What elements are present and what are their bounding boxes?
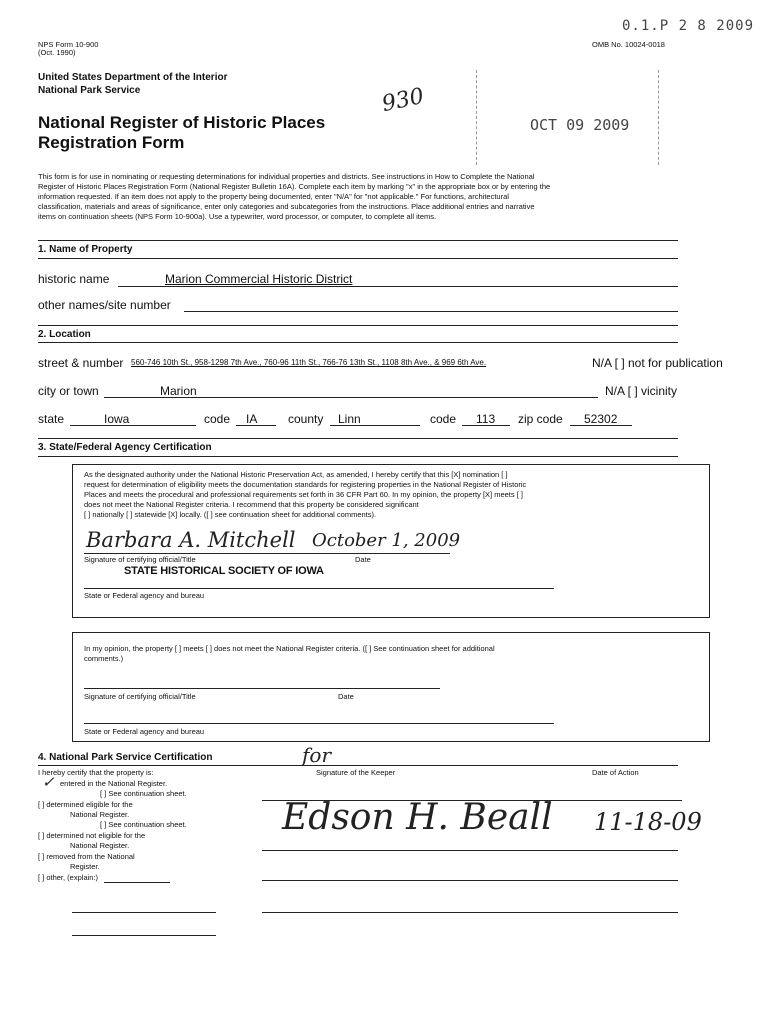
- cert-text-5: [ ] nationally [ ] statewide [X] locally. ([ ] see continuation sheet for additional comments).: [84, 510, 377, 519]
- certifying-date-handwritten: October 1, 2009: [312, 530, 461, 551]
- cert-text-2: request for determination of eligibility meets the documentation standards for registering properties in the National Register of Historic: [84, 480, 527, 489]
- date-of-action-label: Date of Action: [592, 768, 639, 777]
- street-label: street & number: [38, 356, 124, 370]
- county-value[interactable]: Linn: [338, 412, 361, 426]
- page-title: National Register of Historic Places: [38, 113, 326, 132]
- form-date: (Oct. 1990): [38, 48, 76, 57]
- opinion-text-1: In my opinion, the property [ ] meets [ ] does not meet the National Register criteria. ([ ] See continuation sheet for additional: [84, 644, 495, 653]
- service: National Park Service: [38, 85, 141, 96]
- page-subtitle: Registration Form: [38, 133, 185, 152]
- section-divider: [38, 342, 678, 343]
- department: United States Department of the Interior: [38, 72, 228, 83]
- agency-line: [84, 588, 554, 589]
- date-label-2: Date: [338, 692, 354, 701]
- historic-name-value[interactable]: Marion Commercial Historic District: [165, 272, 353, 286]
- county-label: county: [288, 412, 324, 426]
- agency-label-2: State or Federal agency and bureau: [84, 727, 205, 736]
- date-label: Date: [355, 555, 371, 564]
- section-3-heading: 3. State/Federal Agency Certification: [38, 442, 212, 453]
- keeper-label: Signature of the Keeper: [316, 768, 396, 777]
- other-names-field[interactable]: [184, 311, 678, 312]
- option-removed[interactable]: [ ] removed from the National: [38, 852, 135, 861]
- county-code-label: code: [430, 412, 457, 426]
- section-divider: [38, 438, 678, 439]
- state-line: [70, 425, 196, 426]
- received-date-stamp: OCT 09 2009: [530, 116, 630, 134]
- received-stamp: 0.1.P 2 8 2009: [622, 18, 755, 34]
- stamp-border-right: [658, 70, 659, 165]
- for-mark-handwritten: for: [302, 743, 332, 767]
- section-divider: [38, 325, 678, 326]
- zip-value[interactable]: 52302: [584, 412, 618, 426]
- option-entered: entered in the National Register.: [60, 779, 168, 788]
- section-4-heading: 4. National Park Service Certification: [38, 752, 213, 763]
- other-explain-line-3[interactable]: [72, 935, 216, 936]
- intro-line-1: This form is for use in nominating or requesting determinations for individual properties and districts. See instructions in How to Complete the National: [38, 172, 535, 181]
- city-label: city or town: [38, 384, 99, 398]
- agency-line-2[interactable]: [84, 723, 554, 724]
- section-divider: [38, 765, 678, 766]
- state-code-label: code: [204, 412, 231, 426]
- keeper-line-4[interactable]: [262, 912, 678, 913]
- intro-line-5: items on continuation sheets (NPS Form 10-900a). Use a typewriter, word processor, or computer, to complete all items.: [38, 212, 437, 221]
- option-other[interactable]: [ ] other, (explain:): [38, 873, 99, 882]
- form-number: NPS Form 10-900: [38, 40, 99, 49]
- option-determined-eligible[interactable]: [ ] determined eligible for the: [38, 800, 133, 809]
- intro-line-4: classification, materials and areas of significance, enter only categories and subcategories from the instructions. Place additional entries and narrative: [38, 202, 535, 211]
- option-removed-2: Register.: [70, 862, 100, 871]
- keeper-signature: Edson H. Beall: [282, 797, 553, 838]
- city-value[interactable]: Marion: [160, 384, 197, 398]
- signature-label: Signature of certifying official/Title: [84, 555, 196, 564]
- cert-text-3: Places and meets the procedural and professional requirements set forth in 36 CFR Part 60. In my opinion, the property [X] meets [ ]: [84, 490, 523, 499]
- signature-line: [84, 553, 450, 554]
- historic-name-line: [118, 286, 678, 287]
- stamp-border: [476, 70, 477, 165]
- state-code-value[interactable]: IA: [246, 412, 258, 426]
- section-divider: [38, 240, 678, 241]
- other-names-label: other names/site number: [38, 298, 171, 312]
- signature-line-2[interactable]: [84, 688, 440, 689]
- checkmark-icon[interactable]: ✓: [42, 773, 55, 791]
- cert-text-1: As the designated authority under the National Historic Preservation Act, as amended, I hereby certify that this [X] nomination [ ]: [84, 470, 508, 479]
- agency-label: State or Federal agency and bureau: [84, 591, 205, 600]
- historic-name-label: historic name: [38, 272, 110, 286]
- option-determined-eligible-2: National Register.: [70, 810, 130, 819]
- option-not-eligible-2: National Register.: [70, 841, 130, 850]
- action-date-handwritten: 11-18-09: [594, 808, 702, 836]
- certifying-signature: Barbara A. Mitchell: [86, 528, 296, 552]
- vicinity-checkbox[interactable]: N/A [ ] vicinity: [605, 384, 678, 398]
- keeper-line-1: [262, 800, 682, 801]
- section-2-heading: 2. Location: [38, 329, 91, 340]
- section-divider: [38, 456, 678, 457]
- state-label: state: [38, 412, 65, 426]
- hereby-text: I hereby certify that the property is:: [38, 768, 154, 777]
- county-code-value[interactable]: 113: [476, 412, 496, 426]
- cert-text-4: does not meet the National Register criteria. I recommend that this property be considered significant: [84, 500, 419, 509]
- section-divider: [38, 258, 678, 259]
- option-not-eligible[interactable]: [ ] determined not eligible for the: [38, 831, 146, 840]
- intro-line-3: information requested. If an item does not apply to the property being documented, enter "N/A" for "not applicable." For functions, architectural: [38, 192, 509, 201]
- opinion-text-2: comments.): [84, 654, 124, 663]
- keeper-line-3[interactable]: [262, 880, 678, 881]
- other-explain-line[interactable]: [104, 882, 170, 883]
- not-for-publication-checkbox[interactable]: N/A [ ] not for publication: [592, 356, 723, 370]
- omb-number: OMB No. 10024-0018: [592, 40, 665, 49]
- keeper-line-2[interactable]: [262, 850, 678, 851]
- state-value[interactable]: Iowa: [104, 412, 130, 426]
- signature-label-2: Signature of certifying official/Title: [84, 692, 196, 701]
- option-entered-continuation[interactable]: [ ] See continuation sheet.: [100, 789, 187, 798]
- option-eligible-continuation[interactable]: [ ] See continuation sheet.: [100, 820, 187, 829]
- section-1-heading: 1. Name of Property: [38, 244, 133, 255]
- zip-label: zip code: [518, 412, 563, 426]
- other-explain-line-2[interactable]: [72, 912, 216, 913]
- handwritten-number: 930: [379, 83, 427, 118]
- agency-stamp: STATE HISTORICAL SOCIETY OF IOWA: [124, 565, 324, 577]
- intro-line-2: Register of Historic Places Registration Form (National Register Bulletin 16A). Complete each item by marking "x" in the appropriate box or by entering the: [38, 182, 551, 191]
- street-value[interactable]: 560-746 10th St., 958-1298 7th Ave., 760-96 11th St., 766-76 13th St., 1108 8th Ave., & 969 6th Ave.: [131, 358, 487, 367]
